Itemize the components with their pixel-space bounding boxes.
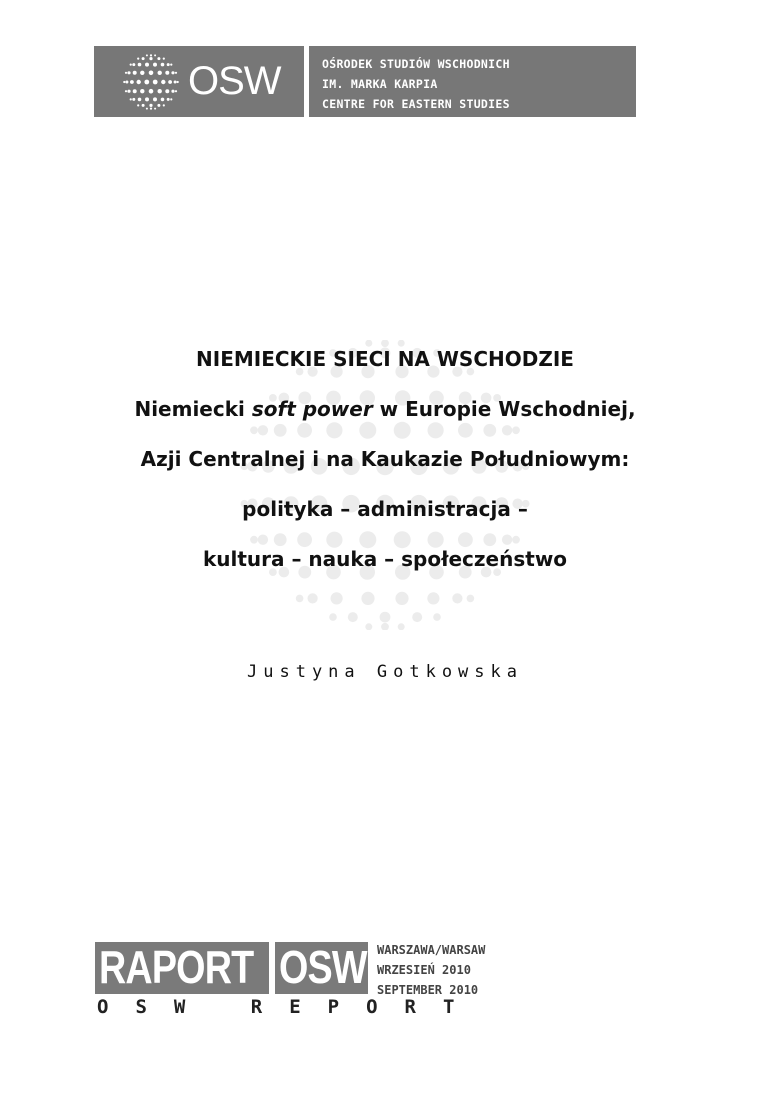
org-name-line-3: CENTRE FOR EASTERN STUDIES bbox=[322, 97, 510, 111]
title-line-2-start: Niemiecki bbox=[134, 397, 252, 421]
osw-logo-text-footer: OSW bbox=[279, 941, 367, 993]
header-band bbox=[94, 46, 636, 117]
title-line-2 bbox=[0, 384, 770, 434]
title-line-1: NIEMIECKIE SIECI NA WSCHODZIE bbox=[196, 347, 574, 371]
title-line-2-end: w Europie Wschodniej, bbox=[372, 397, 636, 421]
publication-info bbox=[377, 940, 485, 1000]
raport-divider bbox=[269, 942, 275, 994]
publication-city: WARSZAWA/WARSAW bbox=[377, 943, 486, 957]
osw-logo-text: OSW bbox=[188, 59, 281, 103]
osw-globe-logo-icon bbox=[122, 53, 180, 111]
organization-name bbox=[322, 54, 510, 114]
raport-osw-logo bbox=[95, 942, 368, 994]
raport-logo-text: RAPORT bbox=[99, 941, 254, 993]
title-line-4: polityka – administracja – bbox=[242, 497, 528, 521]
title-line-2-italic: soft power bbox=[251, 397, 373, 421]
osw-report-label: OSW REPORT bbox=[97, 996, 482, 1018]
org-name-line-1: OŚRODEK STUDIÓW WSCHODNICH bbox=[322, 57, 510, 71]
publication-date-pl: WRZESIEŃ 2010 bbox=[377, 963, 471, 977]
publication-date-en: SEPTEMBER 2010 bbox=[377, 983, 479, 997]
org-name-line-2: IM. MARKA KARPIA bbox=[322, 77, 438, 91]
report-title bbox=[0, 334, 770, 584]
author-name: Justyna Gotkowska bbox=[247, 662, 523, 682]
title-line-5: kultura – nauka – społeczeństwo bbox=[202, 547, 568, 571]
title-line-3: Azji Centralnej i na Kaukazie Południowym: bbox=[140, 447, 630, 471]
header-divider bbox=[304, 46, 309, 117]
